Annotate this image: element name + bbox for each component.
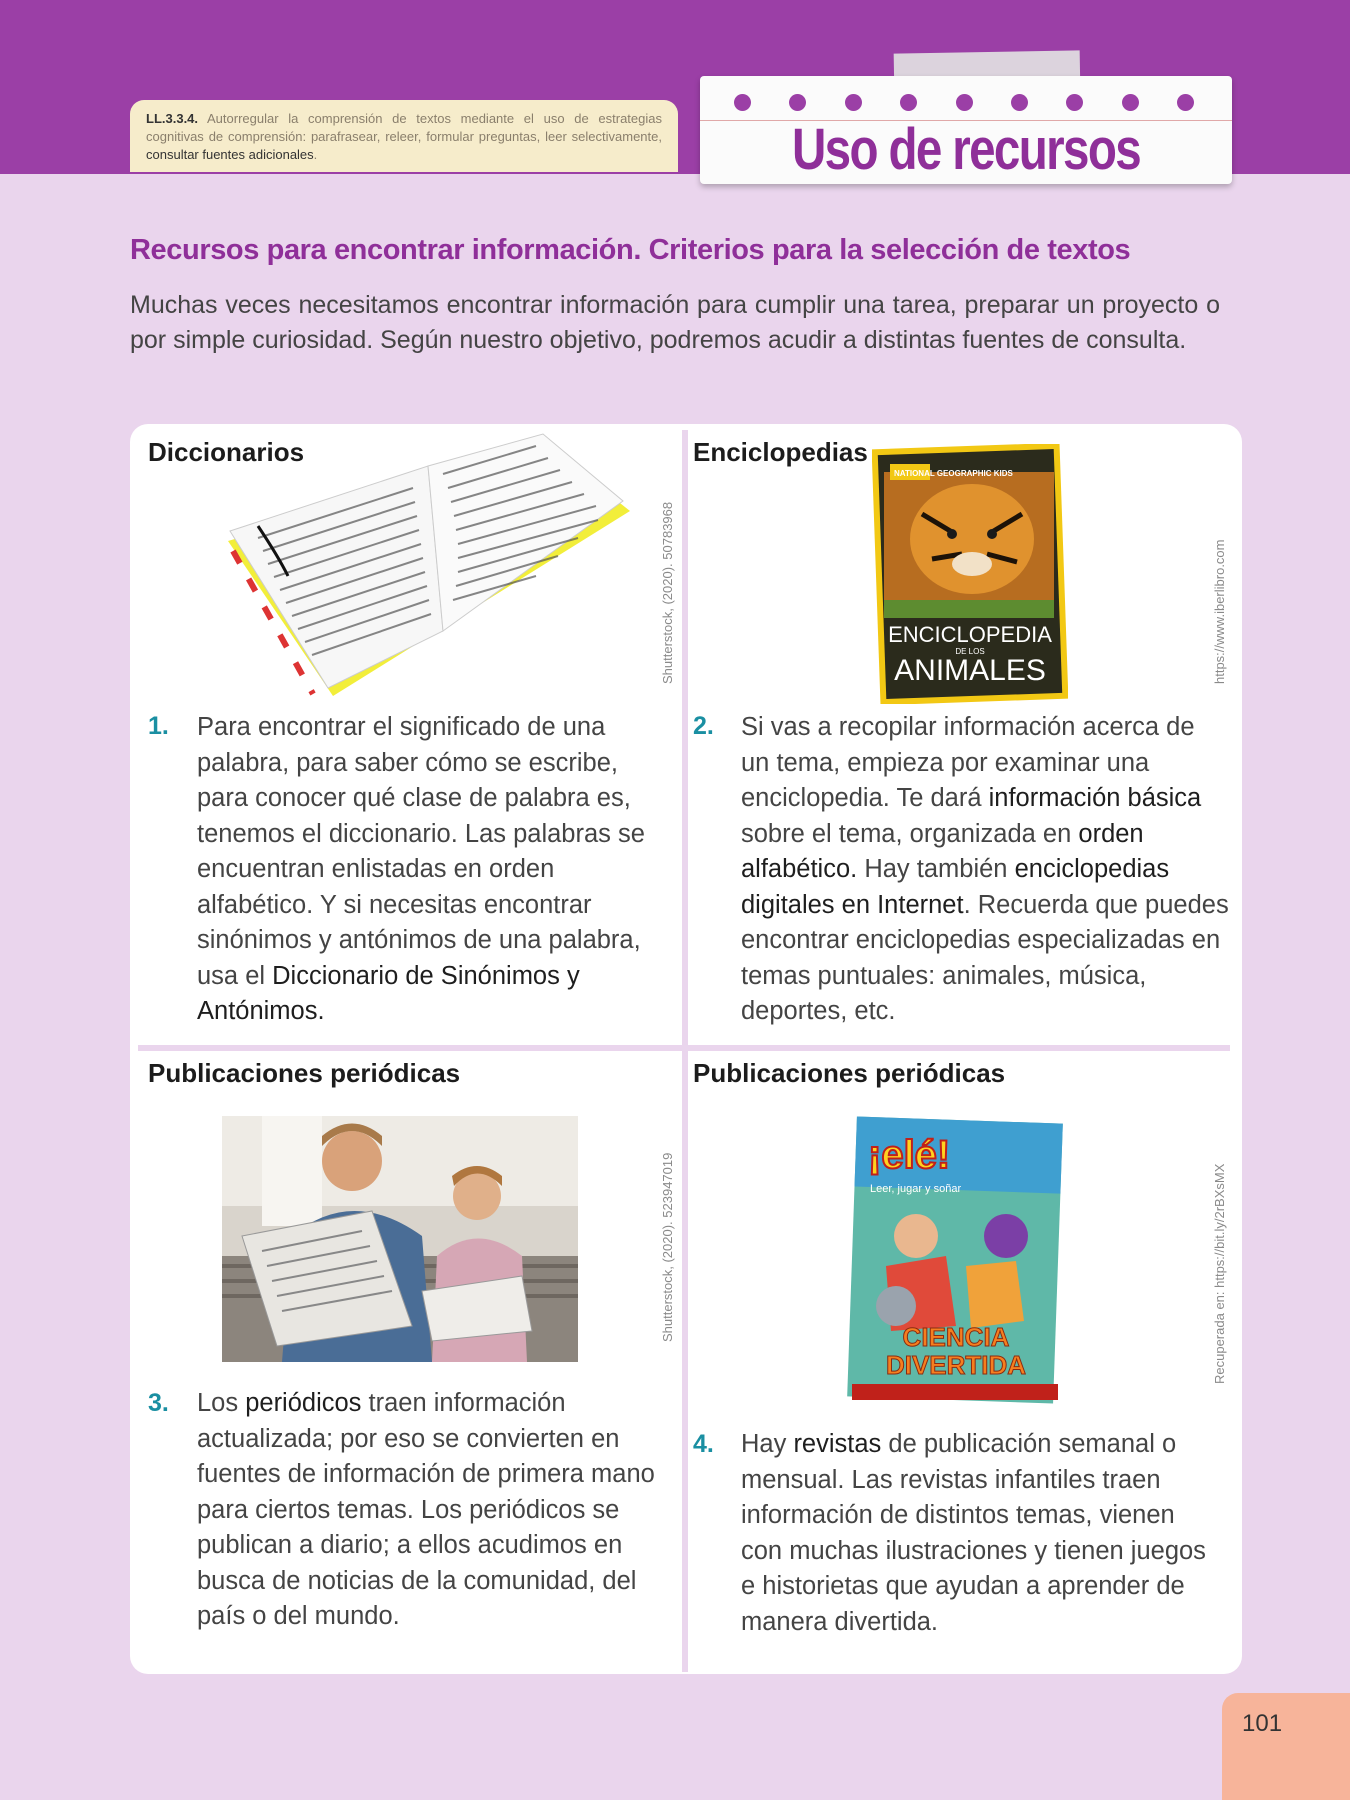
vertical-divider	[682, 430, 688, 1672]
item-number-2: 2.	[693, 712, 714, 740]
magazine-logo: ¡elé!	[868, 1133, 951, 1177]
bold-periodicos: periódicos	[245, 1389, 362, 1417]
skill-code: LL.3.3.4.	[146, 111, 199, 126]
item-number-4: 4.	[693, 1430, 714, 1458]
bold-revistas: revistas	[793, 1430, 882, 1458]
page-number: 101	[1242, 1710, 1283, 1737]
card-title-revistas: Publicaciones periódicas	[693, 1058, 1006, 1088]
page-title: Uso de recursos	[791, 117, 1141, 182]
magazine-tagline: Leer, jugar y soñar	[870, 1183, 962, 1195]
bold-enciclopedias-digitales: enciclopedias digitales en Internet	[741, 855, 1170, 919]
bold-informacion-basica: información básica	[988, 784, 1202, 812]
skill-text: Autorregular la comprensión de textos mediante el uso de estrategias cognitivas de comprensión: parafrasear, releer, formular preguntas, leer selectivamente,	[146, 111, 662, 144]
paragraph-revistas: Hay revistas de publicación semanal o mensual. Las revistas infantiles traen información de distintos temas, vienen con muchas ilustraciones y tienen juegos e historietas que ayudan a aprender de manera divertida.	[741, 1430, 1206, 1636]
cover-title2: ANIMALES	[894, 654, 1046, 687]
encyclopedia-cover-image	[872, 444, 1068, 704]
dictionary-image	[218, 426, 638, 704]
section-heading: Recursos para encontrar información. Criterios para la selección de textos	[130, 234, 1131, 266]
credit-periodicos: Shutterstock, (2020). 523947019	[660, 1152, 675, 1342]
card-title-periodicos: Publicaciones periódicas	[148, 1058, 461, 1088]
cover-brand: NATIONAL GEOGRAPHIC KIDS	[894, 469, 1013, 478]
card-title-enciclopedias: Enciclopedias	[693, 437, 868, 467]
magazine-headline-1: CIENCIA	[902, 1322, 1010, 1352]
cover-sub: DE LOS	[955, 647, 985, 656]
credit-enciclopedias: https://www.iberlibro.com	[1212, 539, 1227, 684]
paragraph-diccionarios: Para encontrar el significado de una palabra, para saber cómo se escribe, para conocer qué clase de palabra es, tenemos el diccionario. Las palabras se encuentran enlistadas en orden alfabético. Y si necesitas encontrar sinónimos y antónimos de una palabra, usa el Diccionario de Sinónimos y Antónimos.	[197, 713, 645, 1025]
intro-paragraph: Muchas veces necesitamos encontrar información para cumplir una tarea, preparar un proyecto o por simple curiosidad. Según nuestro objetivo, podremos acudir a distintas fuentes de consulta.	[130, 291, 1220, 354]
paragraph-enciclopedias: Si vas a recopilar información acerca de un tema, empieza por examinar una enciclopedia. Te dará información básica sobre el tema, organizada en orden alfabético. Hay también enciclopedias digitales en Internet. Recuerda que puedes encontrar enciclopedias especializadas en temas puntuales: animales, música, deportes, etc.	[741, 713, 1229, 1025]
skill-standard-box	[130, 100, 678, 172]
title-card	[700, 76, 1232, 184]
card-title-diccionarios: Diccionarios	[148, 437, 305, 467]
cover-title: ENCICLOPEDIA	[888, 622, 1052, 647]
notebook-holes	[734, 94, 1194, 111]
credit-diccionarios: Shutterstock, (2020). 50783968	[660, 501, 675, 684]
credit-revistas: Recuperada en: https://bit.ly/2rBXsMX	[1212, 1163, 1227, 1384]
item-number-3: 3.	[148, 1389, 169, 1417]
skill-period: .	[313, 147, 318, 162]
skill-text-end: consultar fuentes adicionales	[146, 147, 314, 162]
bold-orden-alfabetico: orden alfabético.	[741, 819, 1144, 883]
paragraph-periodicos: Los periódicos traen información actualizada; por eso se convierten en fuentes de información de primera mano para ciertos temas. Los periódicos se publican a diario; a ellos acudimos en busca de noticias de la comunidad, del país o del mundo.	[197, 1389, 655, 1630]
magazine-cover-image	[846, 1116, 1064, 1404]
bold-diccionario-sinonimos: Diccionario de Sinónimos y Antónimos.	[197, 961, 580, 1025]
magazine-headline-2: DIVERTIDA	[885, 1350, 1027, 1380]
item-number-1: 1.	[148, 712, 169, 740]
horizontal-divider	[138, 1045, 1230, 1051]
newspaper-reading-photo	[222, 1116, 578, 1362]
